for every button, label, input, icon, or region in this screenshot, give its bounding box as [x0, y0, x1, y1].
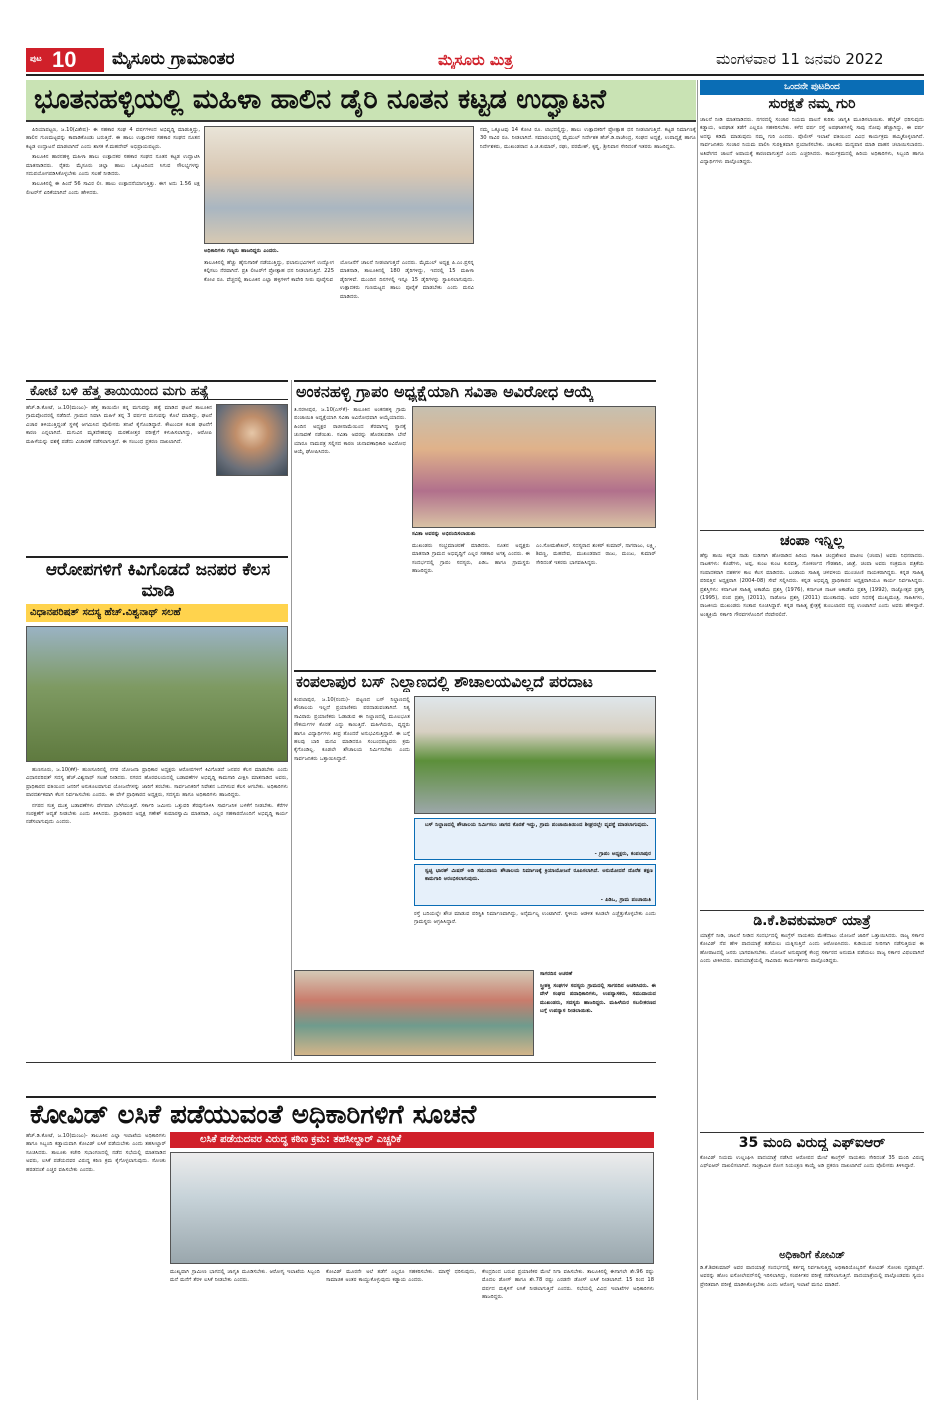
story2-child-photo: [216, 404, 288, 476]
story4-para2: ನಗರದ ಸುತ್ತ ಮುತ್ತ ಬಡಾವಣೆಗಳು ವೇಗವಾಗಿ ಬೆಳೆಯುತ್ತಿವೆ. ಸರ್ಕಾರಿ ಜಮೀನು ಒತ್ತುವರಿ ತೆರವುಗೊಳಿಸಿ ಸಾರ್ವಜನಿಕ ಬಳಕೆಗೆ ನೀಡಬೇಕು. ಕೆರೆಗಳ ಸಂರಕ್ಷಣೆಗೆ ಆದ್ಯತೆ ನೀಡಬೇಕು ಎಂದು ತಿಳಿಸಿದರು. ಪ್ರಾಧಿಕಾರದ ಅಧ್ಯಕ್ಷ ಗಣೇಶ್ ಕುಮಾರಸ್ವಾಮಿ ಮಾತನಾಡಿ, ಎಲ್ಲರ ಸಹಕಾರದೊಂದಿಗೆ ಅಭಿವೃದ್ಧಿ ಕಾರ್ಯ ನಡೆಸಲಾಗುವುದು ಎಂದರು.: [26, 802, 288, 826]
row-rule: [26, 1062, 656, 1063]
story1-col4: ನಮ್ಮ ಒಕ್ಕೂಟವು 14 ಕೋಟಿ ರೂ. ಲಾಭದಲ್ಲಿದ್ದು, ಹಾಲು ಉತ್ಪಾದಕರಿಗೆ ಪ್ರೋತ್ಸಾಹ ಧನ ನೀಡಲಾಗುತ್ತಿದೆ. ಕಟ್ಟಡ ನಿರ್ಮಾಣಕ್ಕೆ 30 ಸಾವಿರ ರೂ. ನೀಡಲಾಗಿದೆ. ಸಮಾರಂಭದಲ್ಲಿ ಮೈಮುಲ್ ನಿರ್ದೇಶಕ ಹೆಚ್.ಡಿ.ರಾಜೇಂದ್ರ, ಸಂಘದ ಅಧ್ಯಕ್ಷೆ, ಉಪಾಧ್ಯಕ್ಷೆ ಹಾಗೂ ನಿರ್ದೇಶಕರು, ಮುಖಂಡರಾದ ಪಿ.ಜಿ.ಕುಮಾರ್, ರಘು, ಪರಮೇಶ್, ಕೃಷ್ಣ, ಶ್ರೀನಿವಾಸ ಸೇರಿದಂತೆ ಇತರರು ಹಾಜರಿದ್ದರು.: [480, 127, 696, 150]
story5-quote1-by: - ಗ್ರಾಪಂ ಅಧ್ಯಕ್ಷರು, ಕಂಪಲಾಪುರ: [594, 850, 651, 857]
paper-name: ಮೈಸೂರು ಮಿತ್ರ: [438, 51, 513, 69]
page-number: 10: [52, 48, 77, 72]
story6-col3: ಕೋವಿಡ್ ಮೂರನೇ ಅಲೆ ತಡೆಗೆ ಎಲ್ಲರೂ ಸಹಕರಿಸಬೇಕು. ಮಾಸ್ಕ್ ಧರಿಸುವುದು, ಸಾಮಾಜಿಕ ಅಂತರ ಕಾಯ್ದುಕೊಳ್ಳುವುದು ಕಡ್ಡಾಯ ಎಂದರು.: [326, 1269, 476, 1284]
sidebar-s4-title: 35 ಮಂದಿ ವಿರುದ್ಧ ಎಫ್‌ಐಆರ್: [700, 1132, 924, 1151]
sidebar-s3-title: ಡಿ.ಕೆ.ಶಿವಕುಮಾರ್ ಯಾತ್ರೆ: [700, 910, 924, 929]
sidebar-s1-body: ಚಾಲನೆ ನೀಡಿ ಮಾತನಾಡಿದರು. ನಗರದಲ್ಲಿ ಸಂಚಾರ ನಿಯಮ ಪಾಲನೆ ಕುರಿತು ಜಾಗೃತಿ ಮೂಡಿಸಲಾಯಿತು. ಹೆಲ್ಮೆಟ್ ಧರಿಸುವುದು ಕಡ್ಡಾಯ, ಅಪಘಾತ ತಡೆಗೆ ಎಲ್ಲರೂ ಸಹಕರಿಸಬೇಕು. ಕಳೆದ ವರ್ಷ ರಸ್ತೆ ಅಪಘಾತಗಳಲ್ಲಿ ಸಾವು ನೋವು ಹೆಚ್ಚಾಗಿದ್ದು, ಈ ವರ್ಷ ಅದನ್ನು ಕಡಿಮೆ ಮಾಡುವುದು ನಮ್ಮ ಗುರಿ ಎಂದರು. ಪೊಲೀಸ್ ಇಲಾಖೆ ವತಿಯಿಂದ ವಿವಿಧ ಕಾರ್ಯಕ್ರಮ ಹಮ್ಮಿಕೊಳ್ಳಲಾಗಿದೆ. ಸಾರ್ವಜನಿಕರು ಸಂಚಾರ ನಿಯಮ ಪಾಲಿಸಿ ಸುರಕ್ಷಿತವಾಗಿ ಪ್ರಯಾಣಿಸಬೇಕು. ಚಾಲಕರು ಮದ್ಯಪಾನ ಮಾಡಿ ವಾಹನ ಚಲಾಯಿಸಬಾರದು. ಅತಿವೇಗದ ಚಾಲನೆ ಅಪಾಯಕ್ಕೆ ಕಾರಣವಾಗುತ್ತದೆ ಎಂದು ಎಚ್ಚರಿಸಿದರು. ಕಾರ್ಯಕ್ರಮದಲ್ಲಿ ಹಿರಿಯ ಅಧಿಕಾರಿಗಳು, ಸಿಬ್ಬಂದಿ ಹಾಗೂ ವಿದ್ಯಾರ್ಥಿಗಳು ಪಾಲ್ಗೊಂಡಿದ್ದರು.: [700, 117, 924, 166]
story3-col3: ಎಂ.ಸೋಮಶೇಖರ್, ಸದಸ್ಯರಾದ ಶಂಕರ್ ಕುಮಾರ್, ನಾಗರಾಜು, ಲಕ್ಷ್ಮಿ, ಶಿವಣ್ಣ, ಮಹದೇವ, ಮುಖಂಡರಾದ ರಾಜು, ಮಂಜು, ಕುಮಾರ್ ಸೇರಿದಂತೆ ಇತರರು ಭಾಗವಹಿಸಿದ್ದರು.: [536, 543, 656, 566]
story6-photo: [170, 1152, 654, 1264]
story1-col2: ತಾಲೂಕಿನಲ್ಲಿ ಹೆಚ್ಚು ಹೈನುಗಾರಿಕೆ ನಡೆಯುತ್ತಿದ್ದು, ಫಲಾನುಭವಿಗಳಿಗೆ ಉದ್ಯೋಗ ಕಲ್ಪಿಸಲು ನೆರವಾಗಿದೆ. ಪ್ರತಿ ಲೀಟರ್‌ಗೆ ಪ್ರೋತ್ಸಾಹ ಧನ ನೀಡಲಾಗುತ್ತಿದೆ. 225 ಕೋಟಿ ರೂ. ವೆಚ್ಚದಲ್ಲಿ ತಾಲೂಕಿನ ಎಲ್ಲಾ ಹಳ್ಳಿಗಳಿಗೆ ಕಾವೇರಿ ನೀರು ಪೂರೈಸುವ: [204, 260, 334, 283]
story1-photo: [204, 126, 474, 244]
sidebar-s2-body: ಹೆಸ್ಸು ತಾಯಿ ಕನ್ನಡ ನಾಡು ನುಡಿಗಾಗಿ ಹೋರಾಡಿದ ಹಿರಿಯ ಸಾಹಿತಿ ಚಂದ್ರಶೇಖರ ಪಾಟೀಲ (ಚಂಪಾ) ಅವರು ನಿಧನರಾದರು. ನಾಟಕಗಳು: ಕೊಡೆಗಳು, ಅಪ್ಪ, ಕುಂಟ ಕುಂಟ ಕುರವತ್ತಿ, ಗೋಕರ್ಣದ ಗೌಡಶಾನಿ, ಜಾತ್ರೆ, ಚಂಪಾ ಅವರು ಸಂಕ್ರಮಣ ಪತ್ರಿಕೆಯ ಸಂಪಾದಕರಾಗಿ ದಶಕಗಳ ಕಾಲ ಕೆಲಸ ಮಾಡಿದರು. ಬಂಡಾಯ ಸಾಹಿತ್ಯ ಚಳವಳಿಯ ಮುಂಚೂಣಿ ನಾಯಕರಾಗಿದ್ದರು. ಕನ್ನಡ ಸಾಹಿತ್ಯ ಪರಿಷತ್ತಿನ ಅಧ್ಯಕ್ಷರಾಗಿ (2004-08) ಸೇವೆ ಸಲ್ಲಿಸಿದರು. ಕನ್ನಡ ಅಭಿವೃದ್ಧಿ ಪ್ರಾಧಿಕಾರದ ಅಧ್ಯಕ್ಷರಾಗಿಯೂ ಕಾರ್ಯ ನಿರ್ವಹಿಸಿದ್ದರು. ಪ್ರಶಸ್ತಿಗಳು: ಕರ್ನಾಟಕ ಸಾಹಿತ್ಯ ಅಕಾಡೆಮಿ ಪ್ರಶಸ್ತಿ (1976), ಕರ್ನಾಟಕ ನಾಟಕ ಅಕಾಡೆಮಿ ಪ್ರಶಸ್ತಿ (1992), ರಾಜ್ಯೋತ್ಸವ ಪ್ರಶಸ್ತಿ (1995), ಪಂಪ ಪ್ರಶಸ್ತಿ (2011), ನಾಡೋಜ ಪ್ರಶಸ್ತಿ (2011) ಮುಂತಾದವು. ಅವರ ನಿಧನಕ್ಕೆ ಮುಖ್ಯಮಂತ್ರಿ, ಸಾಹಿತಿಗಳು, ರಾಜಕೀಯ ಮುಖಂಡರು ಸಂತಾಪ ಸೂಚಿಸಿದ್ದಾರೆ. ಕನ್ನಡ ಸಾಹಿತ್ಯ ಕ್ಷೇತ್ರಕ್ಕೆ ತುಂಬಲಾರದ ನಷ್ಟ ಉಂಟಾಗಿದೆ ಎಂದು ಅವರು ಹೇಳಿದ್ದಾರೆ. ಅಂತ್ಯಕ್ರಿಯೆ ಸರ್ಕಾರಿ ಗೌರವಗಳೊಂದಿಗೆ ನೆರವೇರಲಿದೆ.: [700, 553, 924, 618]
page-label: ಪುಟ: [30, 54, 42, 63]
story1-para2: ತಾಲೂಕಿನ ಹಾರನಹಳ್ಳಿ ಮಹಿಳಾ ಹಾಲು ಉತ್ಪಾದಕರ ಸಹಕಾರ ಸಂಘದ ನೂತನ ಕಟ್ಟಡ ಉದ್ಘಾಟಿಸಿ ಮಾತನಾಡಿದರು. ರೈತರು ಮೈಸೂರು ಜಿಲ್ಲಾ ಹಾಲು ಒಕ್ಕೂಟದಿಂದ ಸಿಗುವ ಸೌಲಭ್ಯಗಳನ್ನು ಸದುಪಯೋಗಪಡಿಸಿಕೊಳ್ಳಬೇಕು ಎಂದು ಸಲಹೆ ನೀಡಿದರು.: [26, 154, 200, 178]
sidebar-s5-title: ಅಧಿಕಾರಿಗೆ ಕೋವಿಡ್: [779, 1250, 845, 1261]
story4-subhead-band: [26, 604, 288, 622]
column-rule: [697, 80, 698, 1400]
story3-headline-band: [294, 380, 656, 402]
section-title: ಮೈಸೂರು ಗ್ರಾಮಾಂತರ: [112, 49, 235, 69]
story1-para1: ಪಿರಿಯಾಪಟ್ಟಣ, ಜ.10(ವಿಶೇಷ)- ಈ ಸಹಕಾರ ಸಂಘ 4 ವರ್ಷಗಳಿಂದ ಅಭಿವೃದ್ಧಿ ಮಾಡುತ್ತಿದ್ದು, ಹಾಲಿನ ಗುಣಮಟ್ಟವನ್ನು ಕಾಪಾಡಿಕೊಂಡು ಬರುತ್ತಿದೆ. ಈ ಹಾಲು ಉತ್ಪಾದಕರ ಸಹಕಾರ ಸಂಘದ ನೂತನ ಕಟ್ಟಡ ಉದ್ಘಾಟನೆ ಮಾಡಲಾಗಿದೆ ಎಂದು ಶಾಸಕ ಕೆ.ಮಹದೇವ್ ಅಭಿಪ್ರಾಯಪಟ್ಟರು.: [26, 127, 200, 150]
sidebar-s5-body: ಡಿ.ಕೆ.ಶಿವಕುಮಾರ್ ಅವರ ಪಾದಯಾತ್ರೆ ಸಂದರ್ಭದಲ್ಲಿ ಕರ್ತವ್ಯ ನಿರ್ವಹಿಸುತ್ತಿದ್ದ ಅಧಿಕಾರಿಯೊಬ್ಬರಿಗೆ ಕೋವಿಡ್ ಸೋಂಕು ದೃಢಪಟ್ಟಿದೆ. ಅವರನ್ನು ಹೋಂ ಐಸೋಲೇಷನ್‌ನಲ್ಲಿ ಇರಿಸಲಾಗಿದ್ದು, ಸಂಪರ್ಕಿತರ ಪರೀಕ್ಷೆ ನಡೆಸಲಾಗುತ್ತಿದೆ. ಪಾದಯಾತ್ರೆಯಲ್ಲಿ ಪಾಲ್ಗೊಂಡವರು ಸ್ವಯಂ ಪ್ರೇರಿತವಾಗಿ ಪರೀಕ್ಷೆ ಮಾಡಿಸಿಕೊಳ್ಳಬೇಕು ಎಂದು ಆರೋಗ್ಯ ಇಲಾಖೆ ಮನವಿ ಮಾಡಿದೆ.: [700, 1265, 924, 1288]
story6-headline-band: [26, 1096, 656, 1130]
story5-photo: [414, 696, 656, 814]
story4-photo: [26, 626, 288, 762]
sidebar-tab-label: ಒಂದನೇ ಪುಟದಿಂದ: [784, 82, 840, 92]
story1-headline: ಭೂತನಹಳ್ಳಿಯಲ್ಲಿ ಮಹಿಳಾ ಹಾಲಿನ ಡೈರಿ ನೂತನ ಕಟ್ಟಡ ಉದ್ಘಾಟನೆ: [34, 84, 606, 115]
story5-headline-band: [294, 670, 656, 692]
story6-col2: ಮುಖ್ಯವಾಗಿ ಗ್ರಾಮೀಣ ಭಾಗದಲ್ಲಿ ಜಾಗೃತಿ ಮೂಡಿಸಬೇಕು. ಆರೋಗ್ಯ ಇಲಾಖೆಯ ಸಿಬ್ಬಂದಿ ಮನೆ ಮನೆಗೆ ತೆರಳಿ ಲಸಿಕೆ ನೀಡಬೇಕು ಎಂದರು.: [170, 1269, 320, 1284]
story5-body: ಕಂಪಲಾಪುರ, ಜ.10(ನಂದು)- ಪಟ್ಟಣದ ಬಸ್ ನಿಲ್ದಾಣದಲ್ಲಿ ಶೌಚಾಲಯ ಇಲ್ಲದೆ ಪ್ರಯಾಣಿಕರು ಪರದಾಡುವಂತಾಗಿದೆ. ನಿತ್ಯ ಸಾವಿರಾರು ಪ್ರಯಾಣಿಕರು ಓಡಾಡುವ ಈ ನಿಲ್ದಾಣದಲ್ಲಿ ಮೂಲಭೂತ ಸೌಕರ್ಯಗಳ ಕೊರತೆ ಎದ್ದು ಕಾಣುತ್ತಿದೆ. ಮಹಿಳೆಯರು, ವೃದ್ಧರು ಹಾಗೂ ವಿದ್ಯಾರ್ಥಿಗಳು ತೀವ್ರ ತೊಂದರೆ ಅನುಭವಿಸುತ್ತಿದ್ದಾರೆ. ಈ ಬಗ್ಗೆ ಹಲವು ಬಾರಿ ಮನವಿ ಮಾಡಿದರೂ ಸಂಬಂಧಪಟ್ಟವರು ಕ್ರಮ ಕೈಗೊಂಡಿಲ್ಲ. ಕೂಡಲೇ ಶೌಚಾಲಯ ನಿರ್ಮಿಸಬೇಕು ಎಂದು ಸಾರ್ವಜನಿಕರು ಒತ್ತಾಯಿಸಿದ್ದಾರೆ.: [294, 697, 410, 762]
sidebar-s3-body: ಯಾತ್ರೆಗೆ ನೀಡಿ, ಚಾಲನೆ ನೀಡಿದ ಸಂದರ್ಭದಲ್ಲಿ ಕಾಂಗ್ರೆಸ್ ನಾಯಕರು ಮೇಕೆದಾಟು ಯೋಜನೆ ಜಾರಿಗೆ ಒತ್ತಾಯಿಸಿದರು. ರಾಜ್ಯ ಸರ್ಕಾರ ಕೋವಿಡ್ ನೆಪ ಹೇಳಿ ಪಾದಯಾತ್ರೆ ತಡೆಯಲು ಯತ್ನಿಸುತ್ತಿದೆ ಎಂದು ಆರೋಪಿಸಿದರು. ಕುಡಿಯುವ ನೀರಿಗಾಗಿ ನಡೆಸುತ್ತಿರುವ ಈ ಹೋರಾಟದಲ್ಲಿ ಜನರು ಭಾಗವಹಿಸಬೇಕು. ಯೋಜನೆ ಅನುಷ್ಠಾನಕ್ಕೆ ಕೇಂದ್ರ ಸರ್ಕಾರದ ಅನುಮತಿ ಪಡೆಯಲು ರಾಜ್ಯ ಸರ್ಕಾರ ವಿಫಲವಾಗಿದೆ ಎಂದು ಟೀಕಿಸಿದರು. ಪಾದಯಾತ್ರೆಯಲ್ಲಿ ಸಾವಿರಾರು ಕಾರ್ಯಕರ್ತರು ಪಾಲ್ಗೊಂಡಿದ್ದರು.: [700, 933, 924, 965]
story2-body: ಹೆಚ್.ಡಿ.ಕೋಟೆ, ಜ.10(ಮಂಜು)- ಹೆತ್ತ ತಾಯಿಯೇ ತನ್ನ ಮಗುವನ್ನು ಹತ್ಯೆ ಮಾಡಿದ ಘಟನೆ ತಾಲೂಕಿನ ಗ್ರಾಮವೊಂದರಲ್ಲಿ ನಡೆದಿದೆ. ಗ್ರಾಮದ ನಿವಾಸಿ ಮಹಿಳೆ ತನ್ನ 3 ವರ್ಷದ ಮಗುವನ್ನು ಕೊಲೆ ಮಾಡಿದ್ದು, ಘಟನೆ ವಿಚಾರ ತಿಳಿಯುತ್ತಿದ್ದಂತೆ ಸ್ಥಳಕ್ಕೆ ಆಗಮಿಸಿದ ಪೊಲೀಸರು ತನಿಖೆ ಕೈಗೊಂಡಿದ್ದಾರೆ. ಕೌಟುಂಬಿಕ ಕಲಹ ಘಟನೆಗೆ ಕಾರಣ ಎನ್ನಲಾಗಿದೆ. ಮಗುವಿನ ಮೃತದೇಹವನ್ನು ಮರಣೋತ್ತರ ಪರೀಕ್ಷೆಗೆ ಕಳುಹಿಸಲಾಗಿದ್ದು, ಆರೋಪಿ ಮಹಿಳೆಯನ್ನು ವಶಕ್ಕೆ ಪಡೆದು ವಿಚಾರಣೆ ನಡೆಸಲಾಗುತ್ತಿದೆ. ಈ ಸಂಬಂಧ ಪ್ರಕರಣ ದಾಖಲಾಗಿದೆ.: [26, 405, 212, 445]
story1-col3: ಯೋಜನೆಗೆ ಚಾಲನೆ ನೀಡಲಾಗುತ್ತದೆ ಎಂದರು. ಮೈಮುಲ್ ಅಧ್ಯಕ್ಷ ಪಿ.ಎಂ.ಪ್ರಸನ್ನ ಮಾತನಾಡಿ, ತಾಲೂಕಿನಲ್ಲಿ 180 ಡೈರಿಗಳಿದ್ದು, ಇದರಲ್ಲಿ 15 ಮಹಿಳಾ ಡೈರಿಗಳಿವೆ. ಮುಂದಿನ ದಿನಗಳಲ್ಲಿ ಇನ್ನೂ 15 ಡೈರಿಗಳನ್ನು ಸ್ಥಾಪಿಸಲಾಗುವುದು. ಉತ್ಪಾದಕರು ಗುಣಮಟ್ಟದ ಹಾಲು ಪೂರೈಕೆ ಮಾಡಬೇಕು ಎಂದು ಮನವಿ ಮಾಡಿದರು.: [340, 260, 474, 300]
story5-quote1-box: [414, 818, 656, 860]
story3-col2: ಮುಖಂಡರು ಸಂಭ್ರಮಾಚರಣೆ ಮಾಡಿದರು. ನೂತನ ಅಧ್ಯಕ್ಷರು ಮಾತನಾಡಿ ಗ್ರಾಮದ ಅಭಿವೃದ್ಧಿಗೆ ಎಲ್ಲರ ಸಹಕಾರ ಅಗತ್ಯ ಎಂದರು. ಈ ಸಂದರ್ಭದಲ್ಲಿ ಗ್ರಾಪಂ ಸದಸ್ಯರು, ಪಿಡಿಒ ಹಾಗೂ ಗ್ರಾಮಸ್ಥರು ಹಾಜರಿದ್ದರು.: [412, 543, 530, 575]
story3-col1: ತಿ.ನರಸೀಪುರ, ಜ.10(ಎಸ್‌ಕೆ)- ತಾಲೂಕಿನ ಅಂಕನಹಳ್ಳಿ ಗ್ರಾಮ ಪಂಚಾಯಿತಿ ಅಧ್ಯಕ್ಷೆಯಾಗಿ ಸವಿತಾ ಅವಿರೋಧವಾಗಿ ಆಯ್ಕೆಯಾದರು. ಹಿಂದಿನ ಅಧ್ಯಕ್ಷರ ರಾಜೀನಾಮೆಯಿಂದ ತೆರವಾಗಿದ್ದ ಸ್ಥಾನಕ್ಕೆ ಚುನಾವಣೆ ನಡೆಯಿತು. ಸವಿತಾ ಅವರನ್ನು ಹೊರತುಪಡಿಸಿ ಬೇರೆ ಯಾರೂ ನಾಮಪತ್ರ ಸಲ್ಲಿಸದ ಕಾರಣ ಚುನಾವಣಾಧಿಕಾರಿ ಅವಿರೋಧ ಆಯ್ಕೆ ಘೋಷಿಸಿದರು.: [294, 407, 406, 456]
masthead: [26, 46, 924, 76]
sidebar-s4-body: ಕೋವಿಡ್ ನಿಯಮ ಉಲ್ಲಂಘಿಸಿ ಪಾದಯಾತ್ರೆ ನಡೆಸಿದ ಆರೋಪದ ಮೇಲೆ ಕಾಂಗ್ರೆಸ್ ನಾಯಕರು ಸೇರಿದಂತೆ 35 ಮಂದಿ ವಿರುದ್ಧ ಎಫ್‌ಐಆರ್ ದಾಖಲಿಸಲಾಗಿದೆ. ಸಾಂಕ್ರಾಮಿಕ ರೋಗ ನಿಯಂತ್ರಣ ಕಾಯ್ದೆ ಅಡಿ ಪ್ರಕರಣ ದಾಖಲಾಗಿದೆ ಎಂದು ಪೊಲೀಸರು ತಿಳಿಸಿದ್ದಾರೆ.: [700, 1155, 924, 1170]
column-rule: [291, 380, 292, 1060]
story5-sub-body: ಸ್ತ್ರೀಶಕ್ತಿ ಸಂಘಗಳ ಸದಸ್ಯರು ಗ್ರಾಮದಲ್ಲಿ ಸಾಗರದಿನ ಆಚರಿಸಿದರು. ಈ ವೇಳೆ ಸಂಘದ ಪದಾಧಿಕಾರಿಗಳು, ಉಪನ್ಯಾಸಕರು, ಸಮುದಾಯದ ಮುಖಂಡರು, ಸದಸ್ಯರು ಹಾಜರಿದ್ದರು. ಮಹಿಳೆಯರ ಸಬಲೀಕರಣದ ಬಗ್ಗೆ ಉಪನ್ಯಾಸ ನೀಡಲಾಯಿತು.: [540, 983, 656, 1015]
story3-headline: ಅಂಕನಹಳ್ಳಿ ಗ್ರಾಪಂ ಅಧ್ಯಕ್ಷೆಯಾಗಿ ಸವಿತಾ ಅವಿರೋಧ ಆಯ್ಕೆ: [296, 382, 594, 401]
story1-col1: [26, 126, 200, 376]
story6-subhead-band: [170, 1132, 654, 1148]
story5-quote2-box: [414, 864, 656, 906]
story1-photo-caption: ಅಧಿಕಾರಿಗಳು ಗಣ್ಯರು ಹಾಜರಿದ್ದರು ಎಂದರು.: [204, 248, 279, 254]
page-number-badge: [26, 48, 104, 72]
story6-col4: ಕೇಂದ್ರದಿಂದ ಬರುವ ಪ್ರಯಾಣಿಕರ ಮೇಲೆ ನಿಗಾ ವಹಿಸಬೇಕು. ತಾಲೂಕಿನಲ್ಲಿ ಈಗಾಗಲೇ ಶೇ.96 ರಷ್ಟು ಮೊದಲ ಡೋಸ್ ಹಾಗೂ ಶೇ.78 ರಷ್ಟು ಎರಡನೇ ಡೋಸ್ ಲಸಿಕೆ ನೀಡಲಾಗಿದೆ. 15 ರಿಂದ 18 ವರ್ಷದ ಮಕ್ಕಳಿಗೆ ಲಸಿಕೆ ನೀಡಲಾಗುತ್ತಿದೆ ಎಂದರು. ಸಭೆಯಲ್ಲಿ ವಿವಿಧ ಇಲಾಖೆಗಳ ಅಧಿಕಾರಿಗಳು ಹಾಜರಿದ್ದರು.: [482, 1269, 654, 1301]
story5-headline: ಕಂಪಲಾಪುರ ಬಸ್ ನಿಲ್ದಾಣದಲ್ಲಿ ಶೌಚಾಲಯವಿಲ್ಲದೆ ಪರದಾಟ: [296, 673, 593, 691]
story4-headline: ಆರೋಪಗಳಿಗೆ ಕಿವಿಗೊಡದೆ ಜನಪರ ಕೆಲಸ ಮಾಡಿ: [45, 560, 271, 601]
story6-col1: ಹೆಚ್.ಡಿ.ಕೋಟೆ, ಜ.10(ಮಂಜು)- ತಾಲೂಕಿನ ಎಲ್ಲಾ ಇಲಾಖೆಯ ಅಧಿಕಾರಿಗಳು ಹಾಗೂ ಸಿಬ್ಬಂದಿ ಕಡ್ಡಾಯವಾಗಿ ಕೋವಿಡ್ ಲಸಿಕೆ ಪಡೆಯಬೇಕು ಎಂದು ತಹಸೀಲ್ದಾರ್ ಸೂಚಿಸಿದರು. ತಾಲೂಕು ಕಚೇರಿ ಸಭಾಂಗಣದಲ್ಲಿ ನಡೆದ ಸಭೆಯಲ್ಲಿ ಮಾತನಾಡಿದ ಅವರು, ಲಸಿಕೆ ಪಡೆಯದವರ ವಿರುದ್ಧ ಕಠಿಣ ಕ್ರಮ ಕೈಗೊಳ್ಳಲಾಗುವುದು. ಸೋಂಕು ಹರಡದಂತೆ ಎಚ್ಚರ ವಹಿಸಬೇಕು ಎಂದರು.: [26, 1133, 166, 1173]
story1-headline-band: [26, 80, 696, 122]
story5-quote2-by: - ಪಿಡಿಒ, ಗ್ರಾಮ ಪಂಚಾಯಿತಿ: [600, 896, 651, 903]
story5-quote1: ಬಸ್ ನಿಲ್ದಾಣದಲ್ಲಿ ಶೌಚಾಲಯ ನಿರ್ಮಿಸಲು ಜಾಗದ ಕೊರತೆ ಇದ್ದು, ಗ್ರಾಮ ಪಂಚಾಯಿತಿಯಿಂದ ಶೀಘ್ರದಲ್ಲೇ ವ್ಯವಸ್ಥೆ ಮಾಡಲಾಗುವುದು.: [425, 822, 649, 828]
story2-headline: ಕೋಟೆ ಬಳಿ ಹೆತ್ತ ತಾಯಿಯಿಂದ ಮಗು ಹತ್ಯೆ: [30, 384, 209, 399]
story6-headline: ಕೋವಿಡ್ ಲಸಿಕೆ ಪಡೆಯುವಂತೆ ಅಧಿಕಾರಿಗಳಿಗೆ ಸೂಚನೆ: [30, 1100, 477, 1130]
story5-quote2: ಸ್ವಚ್ಛ ಭಾರತ್ ಮಿಷನ್ ಅಡಿ ಸಮುದಾಯ ಶೌಚಾಲಯ ನಿರ್ಮಾಣಕ್ಕೆ ಕ್ರಿಯಾಯೋಜನೆ ರೂಪಿಸಲಾಗಿದೆ. ಅನುಮೋದನೆ ದೊರೆತ ತಕ್ಷಣ ಕಾಮಗಾರಿ ಆರಂಭಿಸಲಾಗುವುದು.: [425, 868, 653, 883]
story5-sub-caption: ಸಾಗರದಿನ ಆಚರಣೆ: [540, 971, 573, 977]
story4-para1: ಹುಣಸೂರು, ಜ.10(ಕೆಕೆ)- ಹುಣಸೂರಿನಲ್ಲಿ ನಗರ ಯೋಜನಾ ಪ್ರಾಧಿಕಾರ ಅಧ್ಯಕ್ಷರು ಆರೋಪಗಳಿಗೆ ಕಿವಿಗೊಡದೆ ಜನಪರ ಕೆಲಸ ಮಾಡಬೇಕು ಎಂದು ವಿಧಾನಪರಿಷತ್ ಸದಸ್ಯ ಹೆಚ್.ವಿಶ್ವನಾಥ್ ಸಲಹೆ ನೀಡಿದರು. ನಗರದ ಹೊರವಲಯದಲ್ಲಿ ಬಡಾವಣೆಗಳ ಅಭಿವೃದ್ಧಿ ಕಾಮಗಾರಿ ವೀಕ್ಷಿಸಿ ಮಾತನಾಡಿದ ಅವರು, ಪ್ರಾಧಿಕಾರದ ವತಿಯಿಂದ ಜನರಿಗೆ ಅನುಕೂಲವಾಗುವ ಯೋಜನೆಗಳನ್ನು ಜಾರಿಗೆ ತರಬೇಕು. ಸಾರ್ವಜನಿಕರಿಗೆ ನಿವೇಶನ ಒದಗಿಸುವ ಕೆಲಸ ಆಗಬೇಕು. ಅಧಿಕಾರಿಗಳು ಪಾರದರ್ಶಕವಾಗಿ ಕೆಲಸ ನಿರ್ವಹಿಸಬೇಕು ಎಂದರು. ಈ ವೇಳೆ ಪ್ರಾಧಿಕಾರದ ಅಧ್ಯಕ್ಷರು, ಸದಸ್ಯರು ಹಾಗೂ ಅಧಿಕಾರಿಗಳು ಹಾಜರಿದ್ದರು.: [26, 767, 288, 799]
story3-photo: [412, 406, 656, 528]
sidebar-s1-title: ಸುರಕ್ಷತೆ ನಮ್ಮ ಗುರಿ: [768, 96, 856, 112]
sidebar-s2-title: ಚಂಪಾ ಇನ್ನಿಲ್ಲ: [700, 530, 924, 549]
story2-headline-band: [26, 380, 288, 400]
story3-caption: ಸವಿತಾ ಅವರನ್ನು ಅಭಿನಂದಿಸಲಾಯಿತು: [412, 531, 476, 537]
story1-para3: ತಾಲೂಕಿನಲ್ಲಿ ಈ ಹಿಂದೆ 56 ಸಾವಿರ ಲೀ. ಹಾಲು ಉತ್ಪಾದನೆಯಾಗುತ್ತಿತ್ತು. ಈಗ ಅದು 1.56 ಲಕ್ಷ ಲೀಟರ್‌ಗೆ ಏರಿಕೆಯಾಗಿದೆ ಎಂದು ಹೇಳಿದರು.: [26, 181, 200, 196]
sidebar-tab: [700, 80, 924, 95]
story6-subhead: ಲಸಿಕೆ ಪಡೆಯದವರ ವಿರುದ್ಧ ಕಠಿಣ ಕ್ರಮ: ತಹಸೀಲ್ದಾರ್ ಎಚ್ಚರಿಕೆ: [200, 1134, 402, 1145]
story5-body2: ರಸ್ತೆ ಬದಿಯಲ್ಲೇ ಶೌಚ ಮಾಡುವ ಪರಿಸ್ಥಿತಿ ನಿರ್ಮಾಣವಾಗಿದ್ದು, ಅನೈರ್ಮಲ್ಯ ಉಂಟಾಗಿದೆ. ಸ್ಥಳೀಯ ಆಡಳಿತ ಕೂಡಲೇ ಎಚ್ಚೆತ್ತುಕೊಳ್ಳಬೇಕು ಎಂದು ಗ್ರಾಮಸ್ಥರು ಆಗ್ರಹಿಸಿದ್ದಾರೆ.: [414, 911, 656, 926]
story5-women-photo: [294, 970, 534, 1056]
story4-subhead: ವಿಧಾನಪರಿಷತ್ ಸದಸ್ಯ ಹೆಚ್.ವಿಶ್ವನಾಥ್ ಸಲಹೆ: [30, 607, 181, 618]
issue-date: ಮಂಗಳವಾರ 11 ಜನವರಿ 2022: [716, 50, 884, 68]
story4-body: [26, 766, 288, 1058]
